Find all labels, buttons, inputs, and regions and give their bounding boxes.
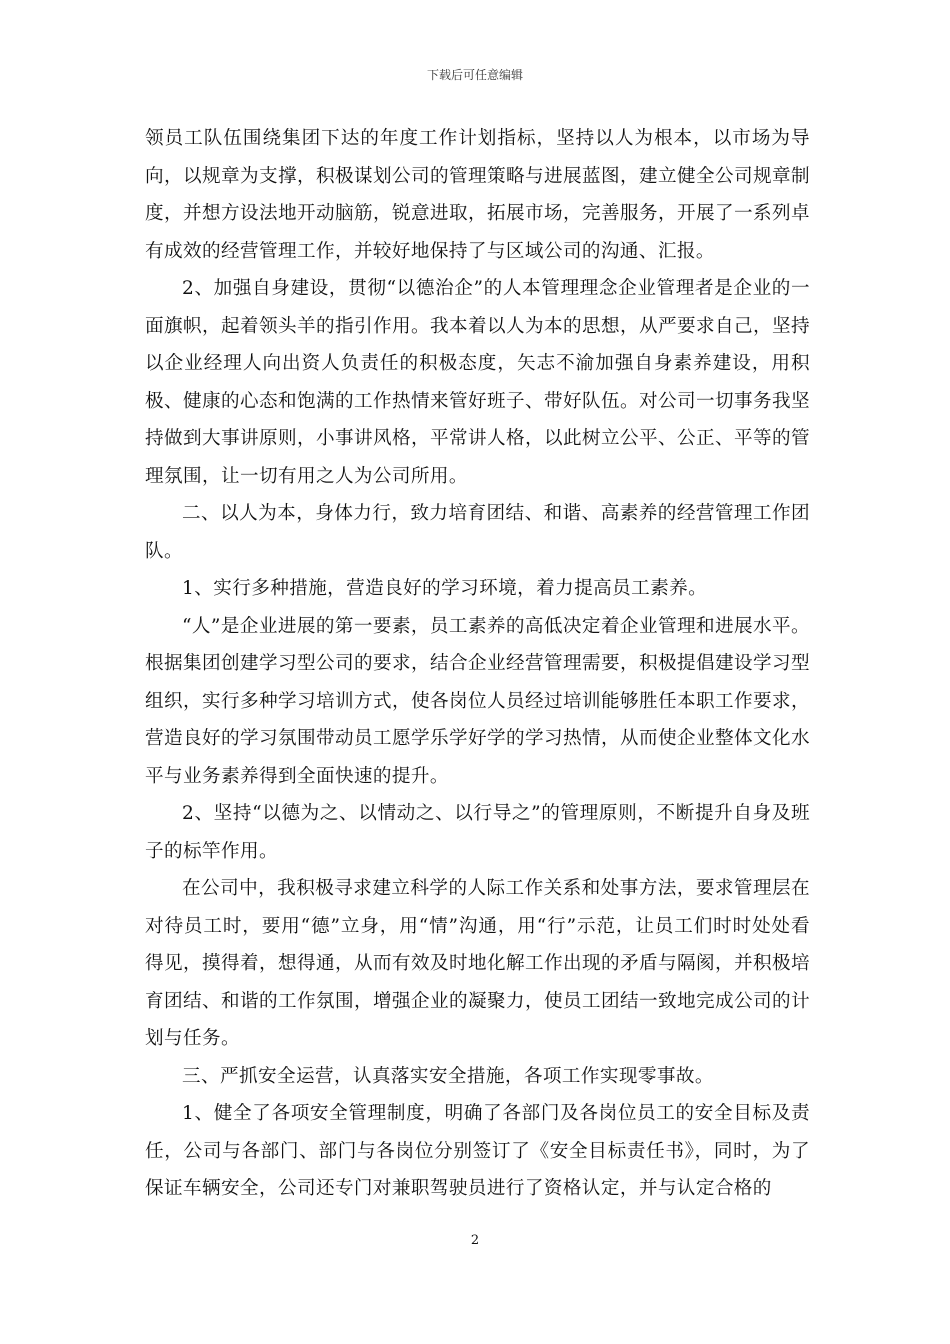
paragraph-people-first: “人”是企业进展的第一要素，员工素养的高低决定着企业管理和进展水平。根据集团创建学习型公司的要求，结合企业经营管理需要，积极提倡建设学习型组织，实行多种学习培训方式，使各岗位人员经过培训能够胜任本职工作要求，营造良好的学习氛围带动员工愿学乐学好学的学习热情，从而使企业整体文化水平与业务素养得到全面快速的提升。	[145, 615, 810, 787]
section-heading-three: 三、严抓安全运营，认真落实安全措施，各项工作实现零事故。	[182, 1065, 714, 1087]
paragraph-safety-system: 1、健全了各项安全管理制度，明确了各部门及各岗位员工的安全目标及责任，公司与各部门、部门与各岗位分别签订了《安全目标责任书》，同时，为了保证车辆安全，公司还专门对兼职驾驶员进行了资格认定，并与认定合格的	[145, 1103, 810, 1199]
subheading-learning: 1、实行多种措施，营造良好的学习环境，着力提高员工素养。	[182, 578, 708, 599]
section-heading-two: 二、以人为本，身体力行，致力培育团结、和谐、高素养的经营管理工作团队。	[145, 503, 810, 562]
paragraph-relationships: 在公司中，我积极寻求建立科学的人际工作关系和处事方法，要求管理层在对待员工时，要用“德”立身，用“情”沟通，用“行”示范，让员工们时时处处看得见，摸得着，想得通，从而有效及时地化解工作出现的矛盾与隔阂，并积极培育团结、和谐的工作氛围，增强企业的凝聚力，使员工团结一致地完成公司的计划与任务。	[145, 878, 810, 1049]
paragraph-continuation: 领员工队伍围绕集团下达的年度工作计划指标，坚持以人为根本，以市场为导向，以规章为支撑，积极谋划公司的管理策略与进展蓝图，建立健全公司规章制度，并想方设法地开动脑筋，锐意进取，拓展市场，完善服务，开展了一系列卓有成效的经营管理工作，并较好地保持了与区域公司的沟通、汇报。	[145, 128, 810, 262]
subheading-management-principle: 2、坚持“以德为之、以情动之、以行导之”的管理原则，不断提升自身及班子的标竿作用。	[145, 803, 810, 862]
paragraph-self-building: 2、加强自身建设，贯彻“以德治企”的人本管理理念企业管理者是企业的一面旗帜，起着领头羊的指引作用。我本着以人为本的思想，从严要求自己，坚持以企业经理人向出资人负责任的积极态度，矢志不渝加强自身素养建设，用积极、健康的心态和饱满的工作热情来管好班子、带好队伍。对公司一切事务我坚持做到大事讲原则，小事讲风格，平常讲人格，以此树立公平、公正、平等的管理氛围，让一切有用之人为公司所用。	[145, 278, 810, 487]
header-note: 下载后可任意编辑	[426, 68, 523, 82]
page-number: 2	[470, 1233, 480, 1248]
document-body	[145, 120, 810, 1208]
